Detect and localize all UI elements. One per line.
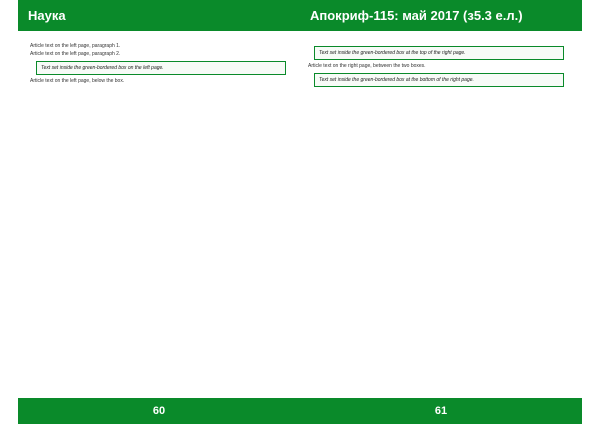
right-page [300,0,600,424]
issue-title: Апокриф-115: май 2017 (з5.3 е.л.) [310,8,523,23]
right-page-header [300,0,582,31]
section-title: Наука [28,8,66,23]
left-body-text [30,43,292,58]
paragraph: Article text on the left page, paragraph 2. [30,51,121,58]
right-page-content [308,43,570,388]
paragraph: Article text on the left page, paragraph 1. [30,43,121,49]
left-body-text-after-box [30,78,292,84]
left-page-header [18,0,300,31]
left-page-content [30,43,292,388]
right-body-text [308,63,570,69]
right-text-box-top: Text set inside the green-bordered box at the top of the right page. [314,46,564,60]
page-number: 61 [434,405,448,417]
page-number: 60 [152,405,166,417]
paragraph: Article text on the left page, below the box. [30,77,125,84]
left-text-box: Text set inside the green-bordered box on the left page. [36,61,286,75]
right-text-box-bottom: Text set inside the green-bordered box at the bottom of the right page. [314,73,564,87]
right-page-footer [300,398,582,424]
left-page-footer [18,398,300,424]
paragraph: Article text on the right page, between the two boxes. [308,63,426,70]
